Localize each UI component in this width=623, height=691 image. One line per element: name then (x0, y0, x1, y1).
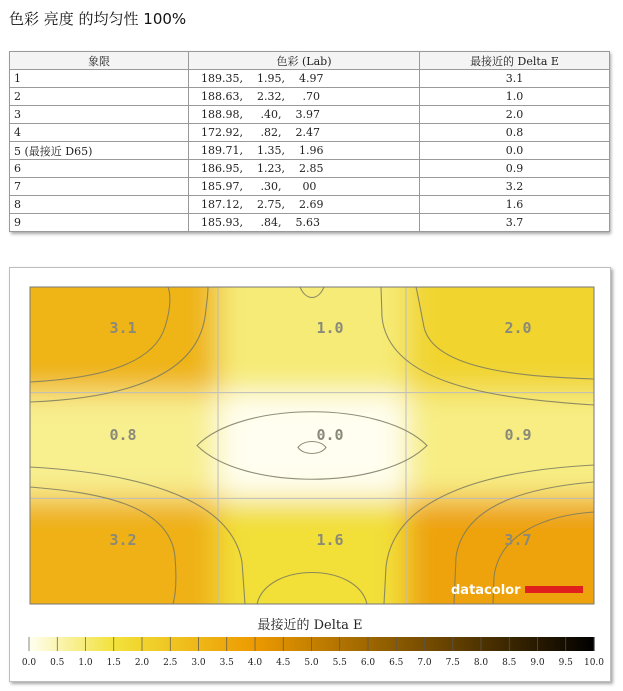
scale-tick-label: 1.0 (78, 658, 93, 668)
chart-panel (9, 267, 611, 682)
scale-tick-label: 1.5 (106, 658, 121, 668)
scale-tick-label: 5.5 (332, 658, 347, 668)
header-delta-e: 最接近的 Delta E (420, 52, 610, 70)
scale-tick-label: 0.0 (21, 658, 37, 668)
cell-lab: 186.95, 1.23, 2.85 (189, 160, 420, 178)
cell-quadrant: 9 (10, 214, 189, 232)
cell-quadrant: 3 (10, 106, 189, 124)
header-lab: 色彩 (Lab) (189, 52, 420, 70)
cell-quadrant: 6 (10, 160, 189, 178)
scale-tick-label: 7.5 (445, 658, 460, 668)
cell-delta-e: 0.9 (420, 160, 610, 178)
heatmap-cell (10, 393, 218, 499)
cell-quadrant: 4 (10, 124, 189, 142)
cell-lab: 189.35, 1.95, 4.97 (189, 70, 420, 88)
scale-title: 最接近的 Delta E (257, 618, 363, 633)
cell-value-label: 3.2 (109, 531, 137, 549)
cell-value-label: 1.0 (316, 319, 344, 337)
lab-table (9, 51, 610, 232)
scale-tick-label: 10.0 (583, 658, 605, 668)
uniformity-heatmap (10, 268, 610, 681)
scale-tick-label: 9.0 (530, 658, 545, 668)
cell-quadrant: 7 (10, 178, 189, 196)
scale-tick-label: 8.5 (502, 658, 517, 668)
heatmap-cell (10, 498, 218, 644)
cell-delta-e: 1.0 (420, 88, 610, 106)
lab-table-container (9, 51, 609, 232)
table-header-row (10, 52, 610, 70)
scale-tick-label: 2.0 (134, 658, 150, 668)
cell-value-label: 0.8 (109, 426, 137, 444)
scale-tick-label: 5.0 (304, 658, 319, 668)
heatmap-cell (406, 393, 610, 499)
cell-lab: 189.71, 1.35, 1.96 (189, 142, 420, 160)
table-row (10, 196, 610, 214)
cell-delta-e: 3.2 (420, 178, 610, 196)
scale-tick-label: 6.0 (360, 658, 376, 668)
cell-delta-e: 3.1 (420, 70, 610, 88)
table-row (10, 214, 610, 232)
cell-quadrant: 8 (10, 196, 189, 214)
cell-quadrant: 5 (最接近 D65) (10, 142, 189, 160)
scale-tick-label: 3.0 (191, 658, 206, 668)
cell-quadrant: 2 (10, 88, 189, 106)
cell-value-label: 3.7 (504, 531, 532, 549)
cell-value-label: 0.9 (504, 426, 532, 444)
cell-lab: 185.93, .84, 5.63 (189, 214, 420, 232)
scale-tick-label: 8.0 (473, 658, 489, 668)
cell-quadrant: 1 (10, 70, 189, 88)
cell-delta-e: 2.0 (420, 106, 610, 124)
table-body (10, 70, 610, 232)
cell-lab: 172.92, .82, 2.47 (189, 124, 420, 142)
table-row (10, 124, 610, 142)
scale-tick-label: 0.5 (50, 658, 65, 668)
scale-tick-label: 7.0 (417, 658, 432, 668)
header-quadrant: 象限 (10, 52, 189, 70)
cell-value-label: 0.0 (316, 426, 344, 444)
cell-value-label: 2.0 (504, 319, 532, 337)
cell-value-label: 3.1 (109, 319, 137, 337)
heatmap-cell (406, 498, 610, 644)
scale-tick-label: 2.5 (163, 658, 178, 668)
scale-tick-label: 6.5 (389, 658, 404, 668)
cell-lab: 188.63, 2.32, .70 (189, 88, 420, 106)
table-row (10, 88, 610, 106)
table-row (10, 106, 610, 124)
scale-tick-label: 3.5 (219, 658, 234, 668)
page-title: 色彩 亮度 的均匀性 100% (9, 10, 187, 28)
table-row (10, 142, 610, 160)
scale-tick-label: 9.5 (558, 658, 573, 668)
datacolor-logo-text: datacolor (451, 583, 521, 598)
table-row (10, 70, 610, 88)
table-row (10, 178, 610, 196)
scale-tick-label: 4.0 (247, 658, 263, 668)
cell-lab: 188.98, .40, 3.97 (189, 106, 420, 124)
datacolor-logo-bar (525, 586, 583, 593)
cell-lab: 185.97, .30, 00 (189, 178, 420, 196)
cell-lab: 187.12, 2.75, 2.69 (189, 196, 420, 214)
cell-delta-e: 0.8 (420, 124, 610, 142)
table-row (10, 160, 610, 178)
cell-value-label: 1.6 (316, 531, 344, 549)
cell-delta-e: 3.7 (420, 214, 610, 232)
cell-delta-e: 1.6 (420, 196, 610, 214)
scale-tick-label: 4.5 (276, 658, 291, 668)
cell-delta-e: 0.0 (420, 142, 610, 160)
